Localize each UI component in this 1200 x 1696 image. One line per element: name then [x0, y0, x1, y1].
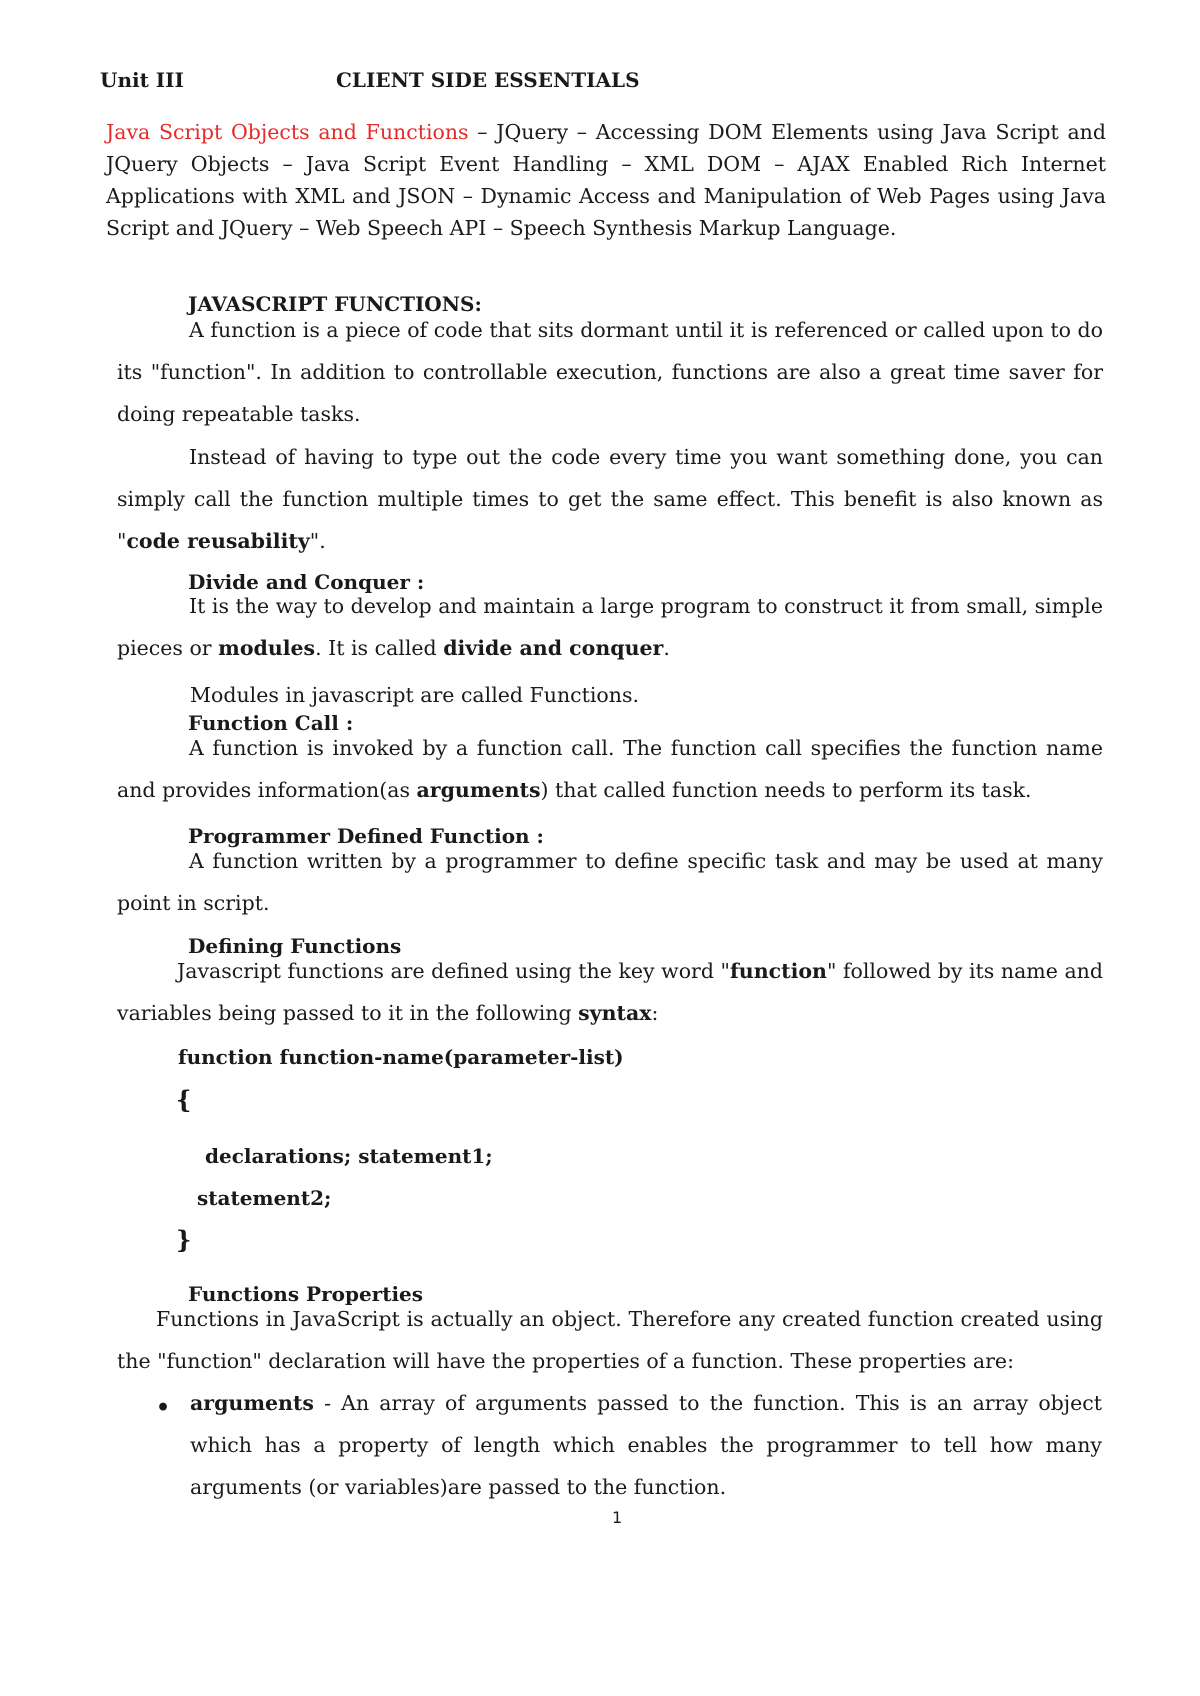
function-keyword: function	[729, 959, 827, 983]
modules-term: modules	[218, 636, 316, 660]
call-text-a: A function is invoked by a function call. The function call specifies the function name and provides information(as	[117, 736, 1103, 802]
arguments-term: arguments	[416, 778, 541, 802]
syllabus-highlight: Java Script Objects and Functions	[106, 120, 469, 144]
code-open-brace: {	[176, 1085, 192, 1114]
code-close-brace: }	[176, 1225, 192, 1254]
js-functions-para-1: A function is a piece of code that sits dormant until it is referenced or called upon to do its "function". In addition to controllable execution, functions are also a great time saver for doing repeatable tasks.	[117, 318, 1103, 426]
bullet-icon: •	[156, 1395, 171, 1421]
functions-properties-heading: Functions Properties	[188, 1282, 424, 1306]
defining-text-b: " followed by its name and variables being passed to it in the following	[117, 959, 1103, 1025]
page-header	[100, 68, 640, 92]
arguments-property: arguments	[190, 1391, 314, 1415]
js-functions-para-2	[117, 436, 1103, 562]
syllabus-rest: – JQuery – Accessing DOM Elements using Java Script and JQuery Objects – Java Script Event Handling – XML DOM – AJAX Enabled Rich Internet Applications with XML and JSON – Dynamic Access and Manipulation of Web Pages using Java Script and JQuery – Web Speech API – Speech Synthesis Markup Language.	[106, 120, 1106, 240]
code-signature: function function-name(parameter-list)	[178, 1045, 624, 1069]
js-functions-heading: JAVASCRIPT FUNCTIONS:	[188, 292, 482, 316]
divide-conquer-heading: Divide and Conquer :	[188, 570, 425, 594]
unit-title: CLIENT SIDE ESSENTIALS	[336, 68, 640, 92]
defining-functions-heading: Defining Functions	[188, 934, 402, 958]
divide-text-a: It is the way to develop and maintain a large program to construct it from small, simple pieces or	[117, 594, 1103, 660]
divide-text-c: .	[663, 636, 670, 660]
divide-text-b: . It is called	[315, 636, 444, 660]
code-reusability-term: code reusability	[126, 529, 310, 553]
code-line-statement2: statement2;	[197, 1186, 332, 1210]
para2-text-a: Instead of having to type out the code every time you want something done, you can simply call the function multiple times to get the same effect. This benefit is also known as "	[117, 445, 1103, 553]
functions-properties-para: Functions in JavaScript is actually an object. Therefore any created function created using the "function" declaration will have the properties of a function. These properties are:	[117, 1307, 1103, 1373]
arguments-description: - An array of arguments passed to the function. This is an array object which has a property of length which enables the programmer to tell how many arguments (or variables)are passed to the function.	[190, 1391, 1102, 1499]
page-number: 1	[612, 1508, 623, 1527]
call-text-b: ) that called function needs to perform its task.	[540, 778, 1032, 802]
para2-text-b: ".	[309, 529, 326, 553]
defining-text-c: :	[651, 1001, 659, 1025]
divide-conquer-para	[117, 585, 1103, 669]
defining-functions-para	[117, 950, 1103, 1034]
divide-conquer-term: divide and conquer	[443, 636, 664, 660]
arguments-bullet	[190, 1382, 1102, 1508]
function-call-heading: Function Call :	[188, 711, 354, 735]
programmer-defined-heading: Programmer Defined Function :	[188, 824, 544, 848]
defining-text-a: Javascript functions are defined using the key word "	[177, 959, 730, 983]
unit-label: Unit III	[100, 68, 184, 92]
function-call-para	[117, 727, 1103, 811]
programmer-defined-para: A function written by a programmer to define specific task and may be used at many point in script.	[117, 849, 1103, 915]
syntax-term: syntax	[578, 1001, 652, 1025]
code-line-declarations: declarations; statement1;	[205, 1144, 493, 1168]
syllabus-topics	[106, 116, 1106, 244]
modules-line: Modules in javascript are called Functions.	[190, 683, 640, 707]
